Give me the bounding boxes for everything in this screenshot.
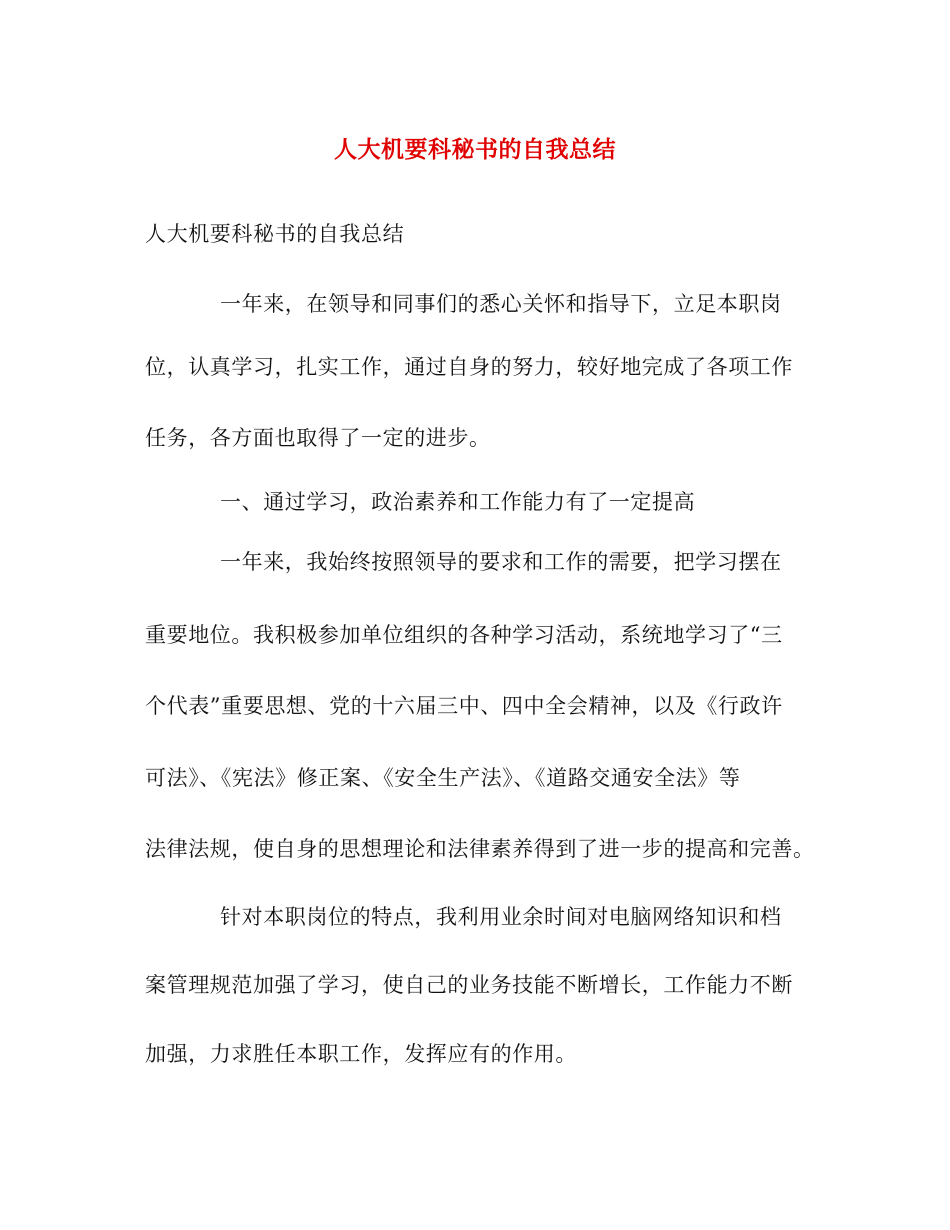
paragraph-line: 针对本职岗位的特点，我利用业余时间对电脑网络知识和档: [220, 905, 782, 929]
paragraph-line: 一年来，我始终按照领导的要求和工作的需要，把学习摆在: [220, 550, 782, 574]
paragraph-line: 法律法规，使自身的思想理论和法律素养得到了进一步的提高和完善。: [145, 837, 815, 861]
document-title: 人大机要科秘书的自我总结: [334, 136, 616, 163]
paragraph-line: 加强，力求胜任本职工作，发挥应有的作用。: [145, 1042, 577, 1066]
document-subtitle: 人大机要科秘书的自我总结: [145, 222, 405, 246]
paragraph-line: 重要地位。我积极参加单位组织的各种学习活动，系统地学习了“三: [145, 623, 783, 647]
paragraph-line: 可法》、《宪法》修正案、《安全生产法》、《道路交通安全法》等: [145, 766, 741, 790]
section-heading: 一、通过学习，政治素养和工作能力有了一定提高: [220, 490, 696, 514]
paragraph-line: 个代表”重要思想、党的十六届三中、四中全会精神，以及《行政许: [145, 694, 783, 718]
paragraph-line: 位，认真学习，扎实工作，通过自身的努力，较好地完成了各项工作: [145, 355, 793, 379]
paragraph-line: 一年来，在领导和同事们的悉心关怀和指导下，立足本职岗: [220, 292, 782, 316]
paragraph-line: 任务，各方面也取得了一定的进步。: [145, 426, 491, 450]
paragraph-line: 案管理规范加强了学习，使自己的业务技能不断增长，工作能力不断: [145, 973, 793, 997]
